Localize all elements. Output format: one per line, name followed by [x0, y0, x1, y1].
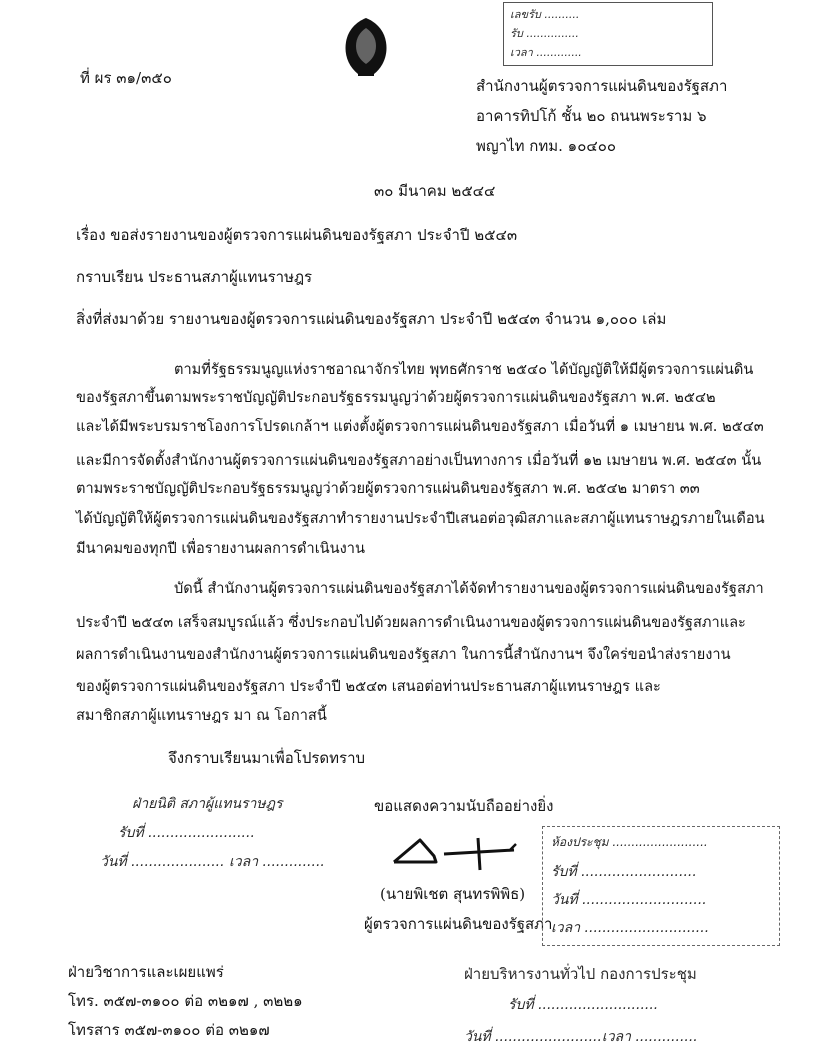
para1-line-2: ของรัฐสภาขึ้นตามพระราชบัญญัติประกอบรัฐธรรมนูญว่าด้วยผู้ตรวจการแผ่นดินของรัฐสภา พ.ศ. ๒๕๔๒ — [76, 389, 716, 406]
stamp-top-line-2: รับ ............... — [510, 27, 579, 40]
stamp-top-line-3: เวลา ............. — [510, 46, 582, 59]
letter-salutation: กราบเรียน ประธานสภาผู้แทนราษฎร — [76, 268, 313, 286]
stamp-top-line-1: เลขรับ .......... — [510, 8, 580, 21]
sender-address-line-2: พญาไท กทม. ๑๐๔๐๐ — [476, 137, 617, 155]
sender-office: สำนักงานผู้ตรวจการแผ่นดินของรัฐสภา — [476, 77, 728, 95]
para1-line-7: มีนาคมของทุกปี เพื่อรายงานผลการดำเนินงาน — [76, 540, 365, 557]
receipt-bottom-line-3: วันที่ ........................เวลา .............. — [464, 1029, 698, 1045]
letter-subject: เรื่อง ขอส่งรายงานของผู้ตรวจการแผ่นดินของรัฐสภา ประจำปี ๒๕๔๓ — [76, 226, 518, 244]
para1-line-4: และมีการจัดตั้งสำนักงานผู้ตรวจการแผ่นดินของรัฐสภาอย่างเป็นทางการ เมื่อวันที่ ๑๒ เมษายน พ.ศ. ๒๕๔๓ นั้น — [76, 452, 762, 469]
para2-line-4: ของผู้ตรวจการแผ่นดินของรัฐสภา ประจำปี ๒๕๔๓ เสนอต่อท่านประธานสภาผู้แทนราษฎร และ — [76, 678, 661, 695]
letter-enclosure: สิ่งที่ส่งมาด้วย รายงานของผู้ตรวจการแผ่นดินของรัฐสภา ประจำปี ๒๕๔๓ จำนวน ๑,๐๐๐ เล่ม — [76, 310, 667, 328]
receipt-bottom-line-1: ฝ่ายบริหารงานทั่วไป กองการประชุม — [464, 965, 697, 983]
para1-line-6: ได้บัญญัติให้ผู้ตรวจการแผ่นดินของรัฐสภาทำรายงานประจำปีเสนอต่อวุฒิสภาและสภาผู้แทนราษฎรภายในเดือน — [76, 510, 765, 527]
closing-request: จึงกราบเรียนมาเพื่อโปรดทราบ — [168, 749, 366, 767]
receipt-right-line-3: วันที่ ............................ — [551, 892, 707, 908]
receipt-left-line-3: วันที่ ..................... เวลา .............. — [100, 854, 325, 870]
para1-line-5: ตามพระราชบัญญัติประกอบรัฐธรรมนูญว่าด้วยผู้ตรวจการแผ่นดินของรัฐสภา พ.ศ. ๒๕๔๒ มาตรา ๓๓ — [76, 480, 700, 497]
receipt-right-line-2: รับที่ .......................... — [551, 864, 697, 880]
sender-address-line-1: อาคารทิปโก้ ชั้น ๒๐ ถนนพระราม ๖ — [476, 107, 707, 125]
para1-line-3: และได้มีพระบรมราชโองการโปรดเกล้าฯ แต่งตั้งผู้ตรวจการแผ่นดินของรัฐสภา เมื่อวันที่ ๑ เมษายน พ.ศ. ๒๕๔๓ — [76, 418, 764, 435]
parliament-emblem-icon — [338, 16, 394, 78]
closing: ขอแสดงความนับถืออย่างยิ่ง — [374, 797, 554, 815]
footer-fax: โทรสาร ๓๕๗-๓๑๐๐ ต่อ ๓๒๑๗ — [68, 1021, 270, 1039]
footer-telephone: โทร. ๓๕๗-๓๑๐๐ ต่อ ๓๒๑๗ , ๓๒๒๑ — [68, 992, 303, 1010]
para2-line-5: สมาชิกสภาผู้แทนราษฎร มา ณ โอกาสนี้ — [76, 707, 327, 724]
receipt-bottom-line-2: รับที่ ........................... — [508, 997, 659, 1013]
signature-image — [390, 832, 522, 872]
signer-title: ผู้ตรวจการแผ่นดินของรัฐสภา — [364, 915, 553, 933]
receipt-right-line-4: เวลา ............................ — [551, 920, 710, 936]
received-stamp-top — [503, 2, 713, 66]
para1-line-1: ตามที่รัฐธรรมนูญแห่งราชอาณาจักรไทย พุทธศักราช ๒๕๔๐ ได้บัญญัติให้มีผู้ตรวจการแผ่นดิน — [174, 361, 754, 378]
para2-line-1: บัดนี้ สำนักงานผู้ตรวจการแผ่นดินของรัฐสภาได้จัดทำรายงานของผู้ตรวจการแผ่นดินของรัฐสภา — [174, 580, 764, 597]
reference-number: ที่ ผร ๓๑/๓๕๐ — [80, 69, 172, 87]
receipt-left-line-1: ฝ่ายนิติ สภาผู้แทนราษฎร — [132, 796, 283, 812]
receipt-left-line-2: รับที่ ........................ — [118, 825, 255, 841]
received-stamp-right — [542, 826, 780, 946]
receipt-right-line-1: ห้องประชุม ......................... — [551, 835, 708, 849]
para2-line-2: ประจำปี ๒๕๔๓ เสร็จสมบูรณ์แล้ว ซึ่งประกอบไปด้วยผลการดำเนินงานของผู้ตรวจการแผ่นดินของรัฐสภาและ — [76, 614, 746, 631]
letter-date: ๓๐ มีนาคม ๒๕๔๔ — [374, 182, 496, 200]
footer-department: ฝ่ายวิชาการและเผยแพร่ — [68, 963, 224, 981]
para2-line-3: ผลการดำเนินงานของสำนักงานผู้ตรวจการแผ่นดินของรัฐสภา ในการนี้สำนักงานฯ จึงใคร่ขอนำส่งรายงาน — [76, 646, 731, 663]
signer-name: (นายพิเชต สุนทรพิพิธ) — [380, 885, 526, 903]
